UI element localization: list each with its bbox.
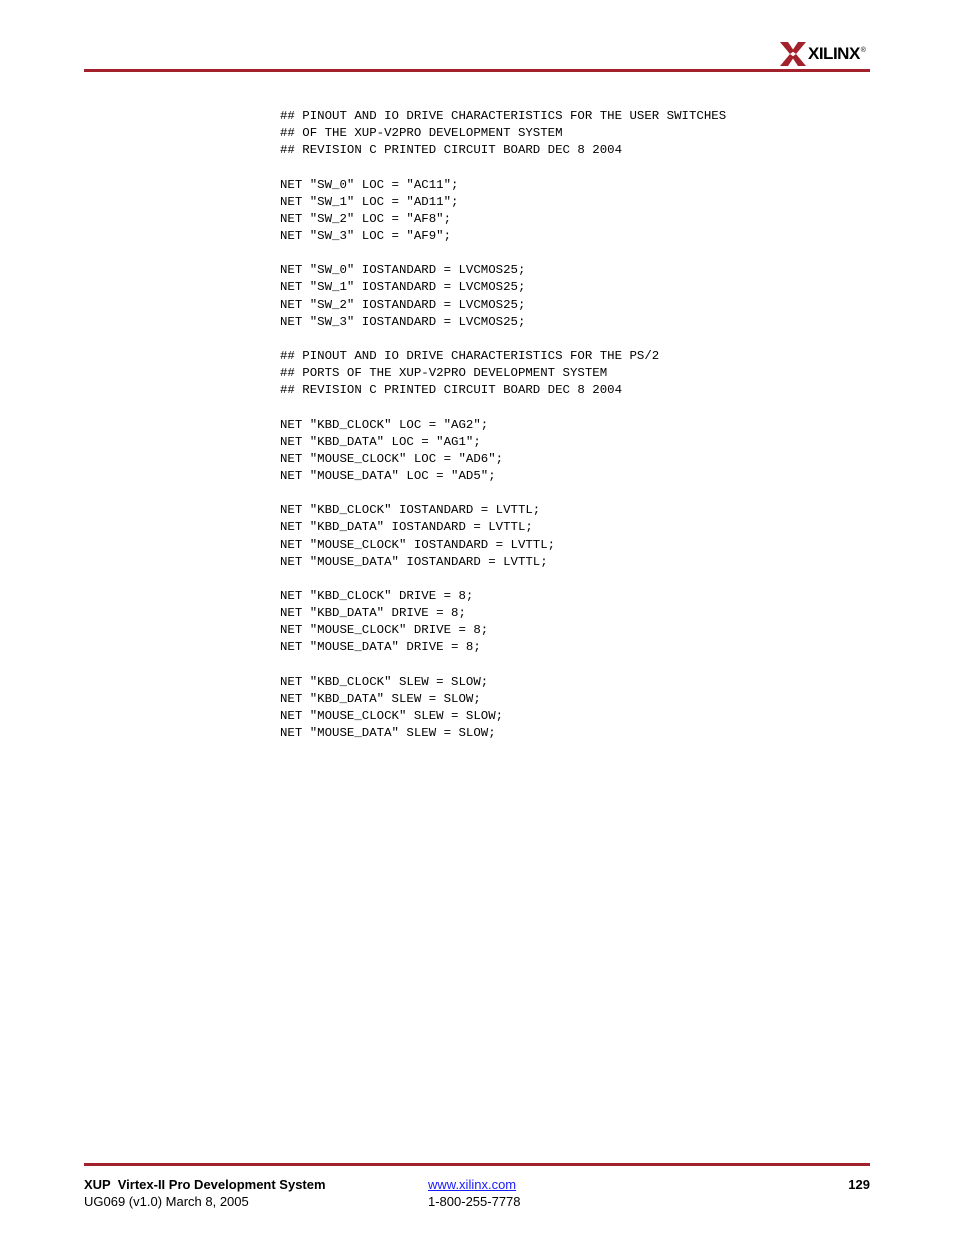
code-line: NET "SW_1" IOSTANDARD = LVCMOS25; bbox=[280, 280, 526, 295]
website-link[interactable]: www.xilinx.com bbox=[428, 1177, 517, 1192]
code-line: NET "MOUSE_CLOCK" DRIVE = 8; bbox=[280, 623, 489, 638]
logo-wordmark: XILINX bbox=[808, 44, 860, 63]
code-line: NET "KBD_CLOCK" LOC = "AG2"; bbox=[280, 417, 489, 432]
code-line: NET "SW_3" LOC = "AF9"; bbox=[280, 228, 452, 243]
code-line: NET "MOUSE_DATA" SLEW = SLOW; bbox=[280, 726, 496, 741]
code-line: NET "KBD_DATA" LOC = "AG1"; bbox=[280, 434, 481, 449]
code-line: NET "KBD_CLOCK" DRIVE = 8; bbox=[280, 588, 474, 603]
xilinx-logo-icon bbox=[780, 42, 806, 66]
code-line: NET "MOUSE_DATA" IOSTANDARD = LVTTL; bbox=[280, 554, 548, 569]
xilinx-logo bbox=[780, 42, 866, 66]
code-line: NET "SW_3" IOSTANDARD = LVCMOS25; bbox=[280, 314, 526, 329]
footer-left bbox=[84, 1176, 326, 1210]
footer-center bbox=[428, 1176, 521, 1210]
code-blank-line bbox=[280, 485, 726, 502]
code-line: NET "SW_0" IOSTANDARD = LVCMOS25; bbox=[280, 263, 526, 278]
code-line: ## PINOUT AND IO DRIVE CHARACTERISTICS FOR THE PS/2 bbox=[280, 348, 660, 363]
code-line: NET "MOUSE_CLOCK" IOSTANDARD = LVTTL; bbox=[280, 537, 556, 552]
code-blank-line bbox=[280, 159, 726, 176]
code-line: ## PINOUT AND IO DRIVE CHARACTERISTICS FOR THE USER SWITCHES bbox=[280, 109, 727, 123]
code-blank-line bbox=[280, 571, 726, 588]
footer-rule bbox=[84, 1163, 870, 1166]
code-line: NET "MOUSE_CLOCK" LOC = "AD6"; bbox=[280, 451, 504, 466]
code-blank-line bbox=[280, 331, 726, 348]
code-line: NET "SW_0" LOC = "AC11"; bbox=[280, 177, 459, 192]
code-line: ## OF THE XUP-V2PRO DEVELOPMENT SYSTEM bbox=[280, 126, 563, 141]
code-line: NET "KBD_DATA" IOSTANDARD = LVTTL; bbox=[280, 520, 533, 535]
code-line: NET "SW_1" LOC = "AD11"; bbox=[280, 194, 459, 209]
code-line: ## REVISION C PRINTED CIRCUIT BOARD DEC 8 2004 bbox=[280, 383, 623, 398]
code-line: NET "KBD_CLOCK" IOSTANDARD = LVTTL; bbox=[280, 503, 541, 518]
footer-title: XUP Virtex-II Pro Development System bbox=[84, 1177, 326, 1192]
code-line: NET "SW_2" IOSTANDARD = LVCMOS25; bbox=[280, 297, 526, 312]
code-line: NET "MOUSE_DATA" LOC = "AD5"; bbox=[280, 468, 496, 483]
code-line: NET "KBD_CLOCK" SLEW = SLOW; bbox=[280, 674, 489, 689]
code-blank-line bbox=[280, 399, 726, 416]
logo-registered-mark: ® bbox=[860, 46, 866, 54]
code-line: NET "SW_2" LOC = "AF8"; bbox=[280, 211, 452, 226]
code-blank-line bbox=[280, 245, 726, 262]
code-line: NET "MOUSE_CLOCK" SLEW = SLOW; bbox=[280, 708, 504, 723]
header-rule bbox=[84, 69, 870, 72]
page-number: 129 bbox=[848, 1177, 870, 1192]
code-listing bbox=[280, 108, 726, 742]
footer-doc-id: UG069 (v1.0) March 8, 2005 bbox=[84, 1194, 249, 1209]
footer-phone: 1-800-255-7778 bbox=[428, 1194, 521, 1209]
code-line: NET "MOUSE_DATA" DRIVE = 8; bbox=[280, 640, 481, 655]
code-line: NET "KBD_DATA" DRIVE = 8; bbox=[280, 606, 466, 621]
code-line: ## REVISION C PRINTED CIRCUIT BOARD DEC 8 2004 bbox=[280, 143, 623, 158]
code-line: ## PORTS OF THE XUP-V2PRO DEVELOPMENT SYSTEM bbox=[280, 366, 608, 381]
code-line: NET "KBD_DATA" SLEW = SLOW; bbox=[280, 691, 481, 706]
code-blank-line bbox=[280, 657, 726, 674]
